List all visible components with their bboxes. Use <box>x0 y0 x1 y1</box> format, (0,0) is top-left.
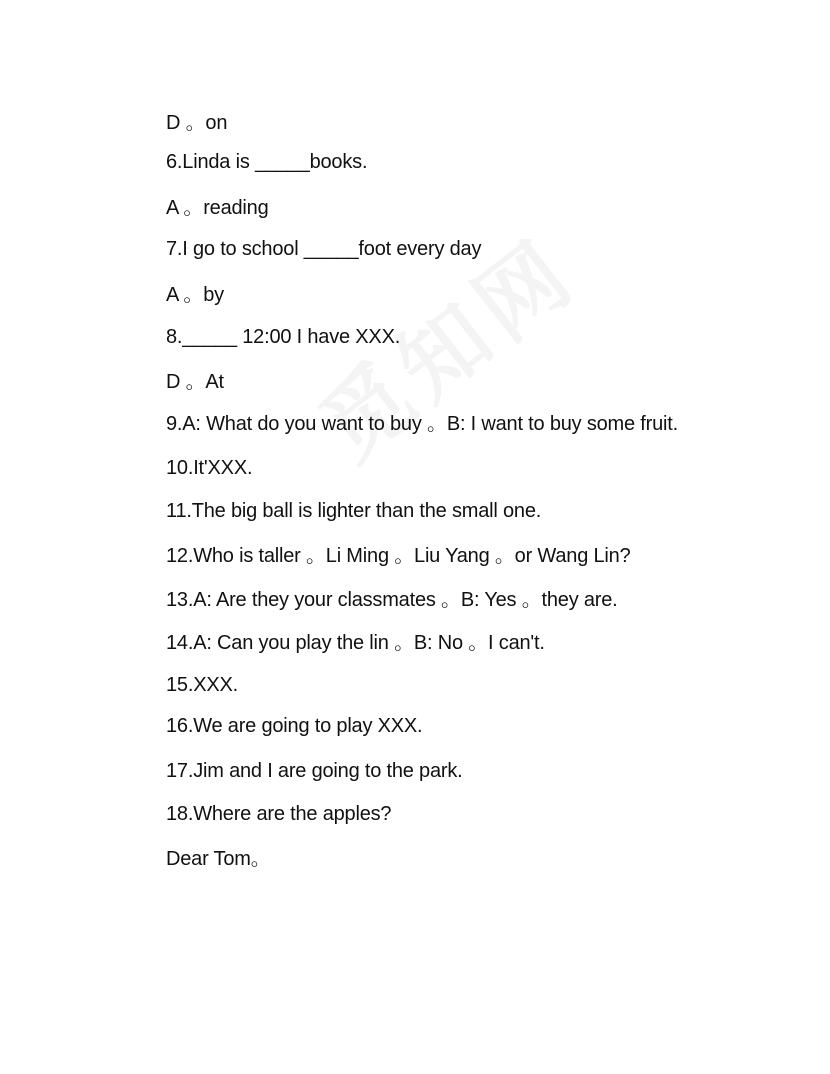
answer-6: A 。reading <box>166 197 269 219</box>
item-16: 16.We are going to play XXX. <box>166 715 423 737</box>
item-11: 11.The big ball is lighter than the small one. <box>166 500 542 522</box>
answer-8: D 。At <box>166 371 224 393</box>
question-7: 7.I go to school _____foot every day <box>166 238 482 260</box>
item-9: 9.A: What do you want to buy 。B: I want to buy some fruit. <box>166 413 678 435</box>
letter-salutation: Dear Tom。 <box>166 848 271 870</box>
item-12: 12.Who is taller 。Li Ming 。Liu Yang 。or Wang Lin? <box>166 545 631 567</box>
item-10: 10.It'XXX. <box>166 457 253 479</box>
item-18: 18.Where are the apples? <box>166 803 392 825</box>
item-15: 15.XXX. <box>166 674 238 696</box>
answer-7: A 。by <box>166 284 224 306</box>
question-6: 6.Linda is _____books. <box>166 151 368 173</box>
option-d-on: D 。on <box>166 112 228 134</box>
item-17: 17.Jim and I are going to the park. <box>166 760 463 782</box>
item-14: 14.A: Can you play the lin 。B: No 。I can't. <box>166 632 545 654</box>
item-13: 13.A: Are they your classmates 。B: Yes 。they are. <box>166 589 618 611</box>
question-8: 8._____ 12:00 I have XXX. <box>166 326 401 348</box>
